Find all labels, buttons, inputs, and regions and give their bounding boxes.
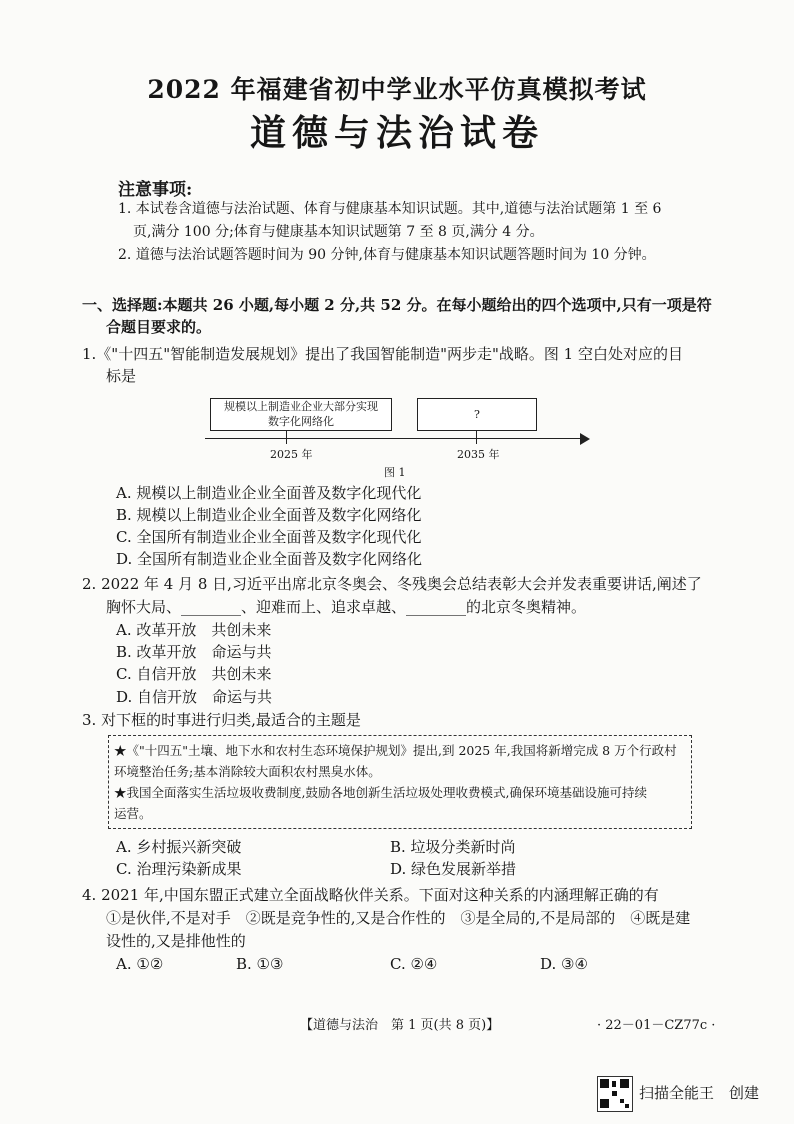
q3-box-line-1: ★《"十四五"土壤、地下水和农村生态环境保护规划》提出,到 2025 年,我国将新增完成 8 万个行政村 <box>114 743 677 758</box>
section-1-line-1: 一、选择题:本题共 26 小题,每小题 2 分,共 52 分。在每小题给出的四个选项中,只有一项是符 <box>82 296 712 314</box>
timeline-axis <box>205 438 585 439</box>
q3-stem: 3. 对下框的时事进行归类,最适合的主题是 <box>82 711 361 729</box>
q2-option-a: A. 改革开放 共创未来 <box>116 621 272 639</box>
timeline-box-2025 <box>210 398 392 431</box>
q4-option-b: B. ①③ <box>236 955 284 973</box>
q2-option-b: B. 改革开放 命运与共 <box>116 643 272 661</box>
q2-option-c: C. 自信开放 共创未来 <box>116 665 272 683</box>
subject-title: 道德与法治试卷 <box>249 112 544 154</box>
q1-option-d: D. 全国所有制造业企业全面普及数字化网络化 <box>116 550 423 568</box>
timeline-box-2025-line-1: 规模以上制造业企业大部分实现 <box>224 400 378 413</box>
qr-code-icon <box>597 1076 633 1112</box>
notice-item-2: 2. 道德与法治试题答题时间为 90 分钟,体育与健康基本知识试题答题时间为 10 分钟。 <box>118 247 656 263</box>
q3-option-a: A. 乡村振兴新突破 <box>116 838 242 856</box>
notice-heading: 注意事项: <box>118 180 193 200</box>
q4-option-d: D. ③④ <box>540 955 588 973</box>
timeline-year-2025: 2025 年 <box>270 448 313 461</box>
timeline-year-2035: 2035 年 <box>457 448 500 461</box>
q4-stem-line-3: 设性的,又是排他性的 <box>106 932 246 950</box>
timeline-tick-2035 <box>476 438 477 444</box>
q4-stem-line-2: ①是伙伴,不是对手 ②既是竞争性的,又是合作性的 ③是全局的,不是局部的 ④既是建 <box>106 909 691 927</box>
q3-option-b: B. 垃圾分类新时尚 <box>390 838 516 856</box>
q3-box-line-2: 环境整治任务;基本消除较大面积农村黑臭水体。 <box>114 764 381 779</box>
q2-stem-line-1: 2. 2022 年 4 月 8 日,习近平出席北京冬奥会、冬残奥会总结表彰大会并发表重要讲话,阐述了 <box>82 575 702 593</box>
q1-stem-line-2: 标是 <box>106 367 137 385</box>
timeline-box-2035: ? <box>417 398 537 431</box>
notice-item-1-line-1: 1. 本试卷含道德与法治试题、体育与健康基本知识试题。其中,道德与法治试题第 1 至 6 <box>118 201 662 217</box>
section-1-line-2: 合题目要求的。 <box>106 318 212 336</box>
q1-option-c: C. 全国所有制造业企业全面普及数字化现代化 <box>116 528 422 546</box>
paper-code: · 22－01－CZ77c · <box>597 1018 716 1033</box>
page-footer: 【道德与法治 第 1 页(共 8 页)】 <box>300 1018 500 1033</box>
q3-box-line-3: ★我国全面落实生活垃圾收费制度,鼓励各地创新生活垃圾处理收费模式,确保环境基础设施可持续 <box>114 785 647 800</box>
watermark-text: 扫描全能王 创建 <box>639 1084 760 1102</box>
figure-caption: 图 1 <box>384 466 406 479</box>
timeline-box-2025-line-2: 数字化网络化 <box>268 415 334 428</box>
q4-stem-line-1: 4. 2021 年,中国东盟正式建立全面战略伙伴关系。下面对这种关系的内涵理解正确的有 <box>82 886 659 904</box>
timeline-tick-2025 <box>286 438 287 444</box>
q4-option-c: C. ②④ <box>390 955 438 973</box>
q2-option-d: D. 自信开放 命运与共 <box>116 688 273 706</box>
q1-option-a: A. 规模以上制造业企业全面普及数字化现代化 <box>116 484 422 502</box>
q3-option-c: C. 治理污染新成果 <box>116 860 242 878</box>
exam-title: 2022 年福建省初中学业水平仿真模拟考试 <box>147 75 647 104</box>
q3-option-d: D. 绿色发展新举措 <box>390 860 517 878</box>
q3-box-line-4: 运营。 <box>114 806 152 821</box>
notice-item-1-line-2: 页,满分 100 分;体育与健康基本知识试题第 7 至 8 页,满分 4 分。 <box>133 224 544 240</box>
q1-stem-line-1: 1.《"十四五"智能制造发展规划》提出了我国智能制造"两步走"战略。图 1 空白处对应的目 <box>82 345 683 363</box>
q1-option-b: B. 规模以上制造业企业全面普及数字化网络化 <box>116 506 422 524</box>
timeline-arrow <box>580 433 590 445</box>
q4-option-a: A. ①② <box>116 955 164 973</box>
q2-stem-line-2: 胸怀大局、________、迎难而上、追求卓越、________的北京冬奥精神。 <box>106 598 587 616</box>
